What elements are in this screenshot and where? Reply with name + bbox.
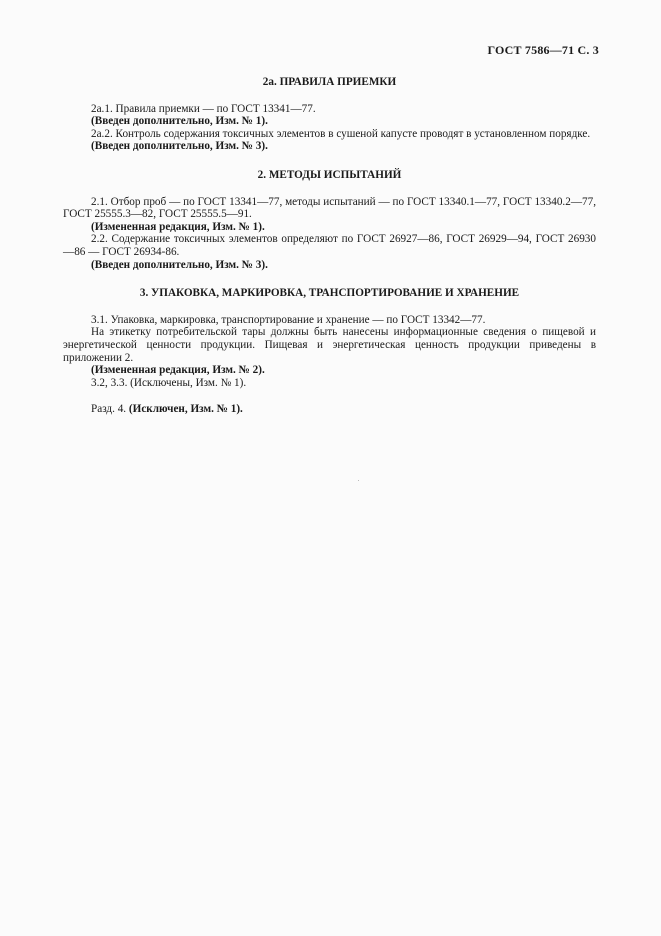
- paragraph: 2.2. Содержание токсичных элементов определяют по ГОСТ 26927—86, ГОСТ 26929—94, ГОСТ 26930—86 — ГОСТ 26934-86.: [63, 233, 596, 258]
- paragraph: 2а.2. Контроль содержания токсичных элементов в сушеной капусте проводят в установленном порядке.: [91, 127, 591, 140]
- section-4-excluded: (Исключен, Изм. № 1).: [128, 403, 243, 416]
- section-4-prefix: Разд. 4.: [91, 403, 129, 416]
- amendment-note: (Введен дополнительно, Изм. № 1).: [91, 115, 268, 128]
- amendment-note: (Введен дополнительно, Изм. № 3).: [91, 140, 268, 153]
- section-4-note: [63, 403, 596, 416]
- paragraph: 2.1. Отбор проб — по ГОСТ 13341—77, методы испытаний — по ГОСТ 13340.1—77, ГОСТ 13340.2—77, ГОСТ 25555.3—82, ГОСТ 25555.5—91.: [63, 195, 596, 221]
- section-title-test-methods: 2. МЕТОДЫ ИСПЫТАНИЙ: [257, 168, 402, 181]
- paragraph: На этикетку потребительской тары должны быть нанесены информационные сведения о пищевой и энергетической ценности продукции. Пищевая и энергетическая ценность продукции приведены в приложении 2.: [63, 326, 596, 364]
- amendment-note: (Измененная редакция, Изм. № 2).: [91, 364, 265, 377]
- amendment-note: (Измененная редакция, Изм. № 1).: [91, 220, 265, 233]
- paragraph: 3.1. Упаковка, маркировка, транспортирование и хранение — по ГОСТ 13342—77.: [91, 313, 486, 326]
- section-title-acceptance: 2а. ПРАВИЛА ПРИЕМКИ: [262, 76, 397, 88]
- section-title-packaging: 3. УПАКОВКА, МАРКИРОВКА, ТРАНСПОРТИРОВАНИЕ И ХРАНЕНИЕ: [139, 287, 520, 300]
- page-header: ГОСТ 7586—71 С. 3: [487, 43, 599, 57]
- document-body: [63, 76, 596, 416]
- paragraph: 2а.1. Правила приемки — по ГОСТ 13341—77.: [91, 102, 316, 115]
- amendment-note: (Введен дополнительно, Изм. № 3).: [91, 258, 268, 271]
- scan-speck: [358, 480, 359, 481]
- paragraph: 3.2, 3.3. (Исключены, Изм. № 1).: [91, 376, 247, 389]
